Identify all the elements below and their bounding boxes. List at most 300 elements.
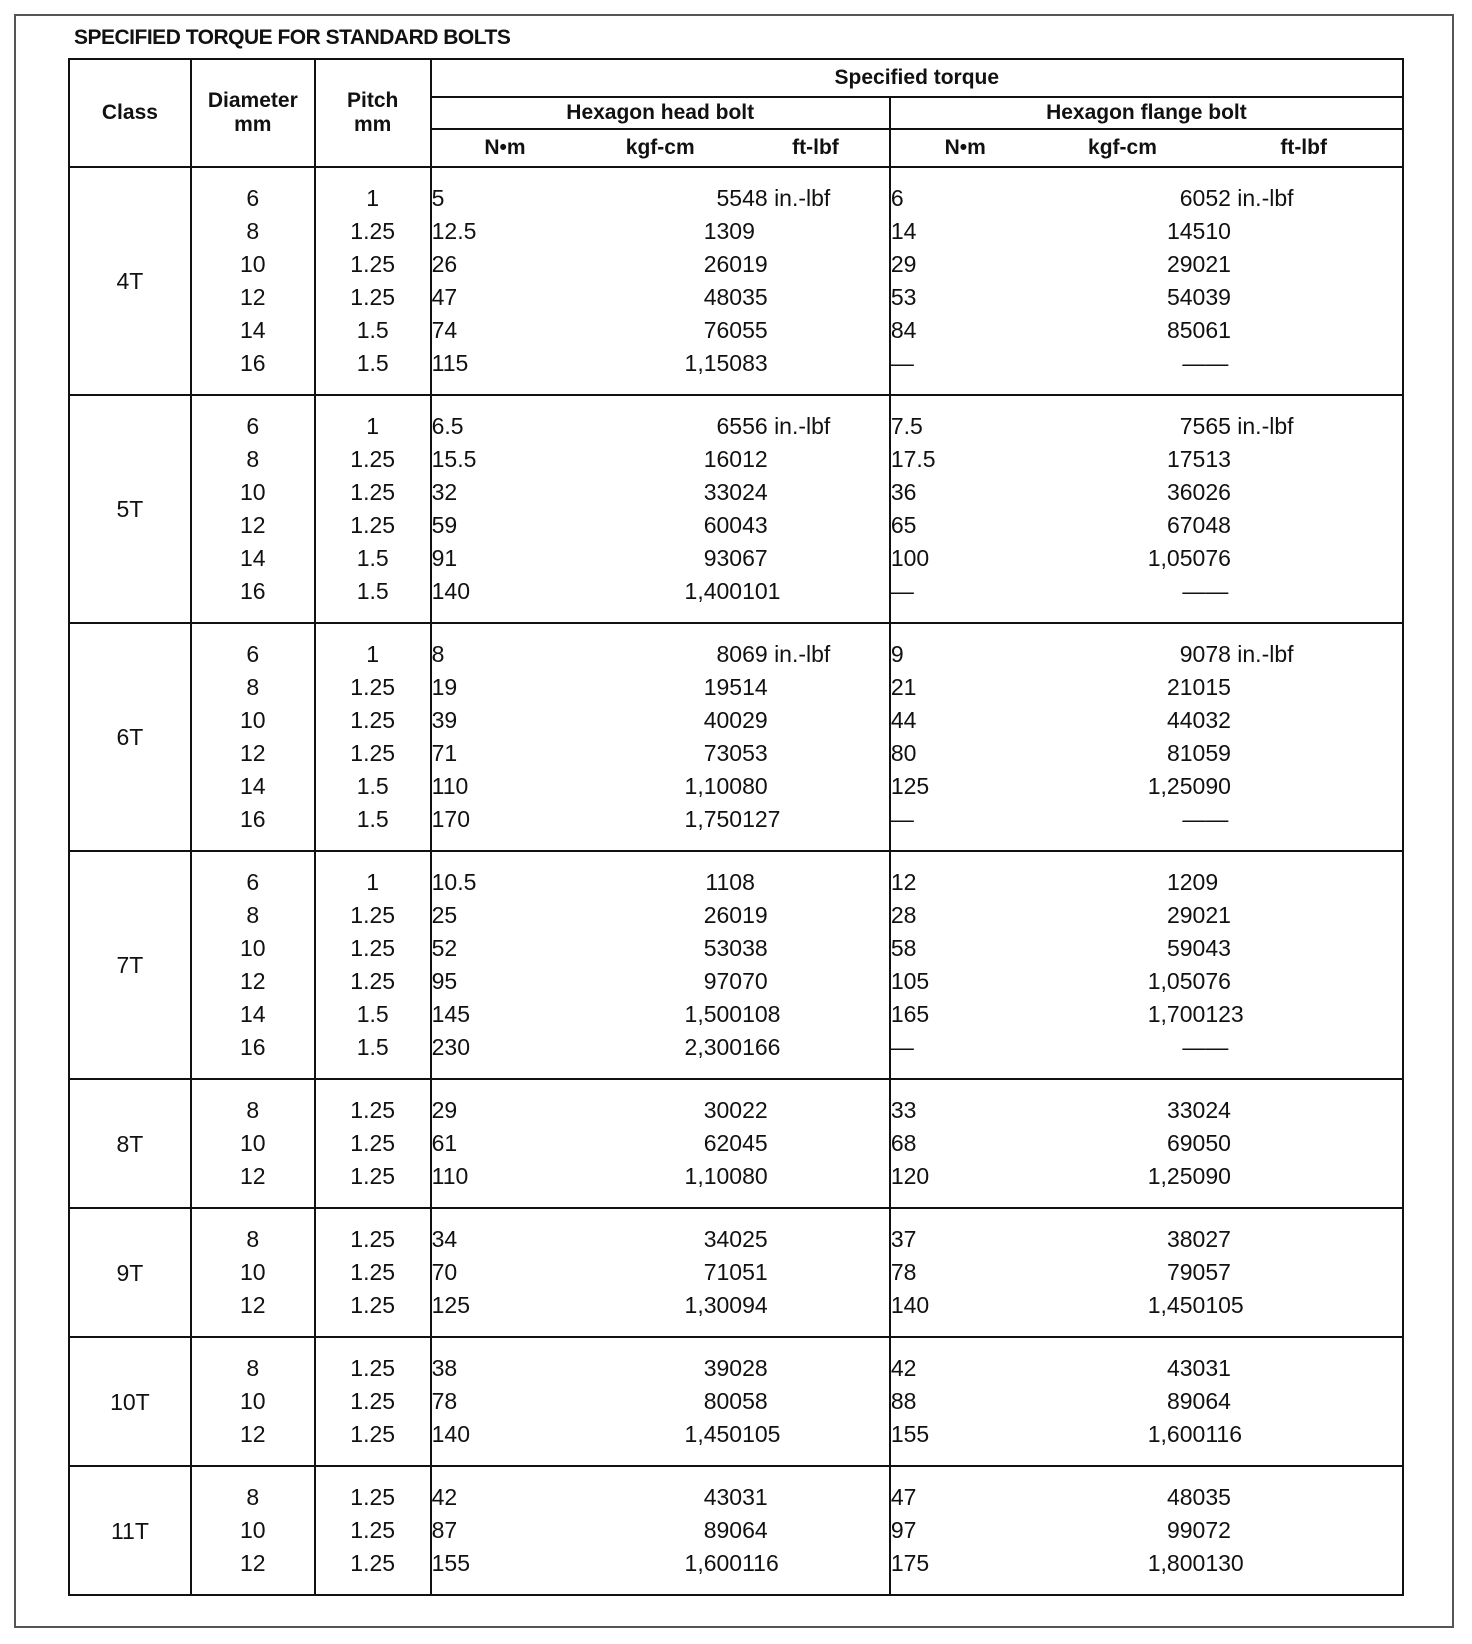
flange-nm-cell: 97 (890, 1517, 917, 1543)
spacer-cell (578, 1451, 742, 1466)
spacer-cell (431, 1079, 579, 1094)
head-nm-cell: 70 (431, 1259, 458, 1285)
spacer-cell (431, 167, 579, 182)
head-ftlbf-cell: 80 (742, 770, 890, 803)
head-kgfcm-cell: 1,450 (684, 1421, 743, 1447)
head-kgfcm-cell: 1,750 (684, 806, 743, 832)
diameter-cell: 12 (191, 737, 315, 770)
spacer-cell (1205, 1580, 1403, 1595)
flange-nm-cell: 80 (890, 740, 917, 766)
flange-kgfcm-cell: 480 (1166, 1484, 1206, 1510)
head-ftlbf-cell: 25 (742, 1223, 890, 1256)
table-row (69, 1223, 1403, 1256)
table-row (69, 1547, 1403, 1580)
spacer-cell (431, 380, 579, 395)
head-nm-cell: 42 (431, 1484, 458, 1510)
spacer-cell (1205, 1451, 1403, 1466)
spacer-cell (191, 1193, 315, 1208)
flange-ftlbf-cell: 24 (1205, 1094, 1403, 1127)
head-kgfcm-cell: 65 (716, 413, 743, 439)
flange-nm-cell: — (890, 806, 914, 832)
head-ftlbf-cell: 55 (742, 314, 890, 347)
head-ftlbf-cell: 43 (742, 509, 890, 542)
flange-ftlbf-cell: 48 (1205, 509, 1403, 542)
head-kgfcm-cell: 160 (703, 446, 743, 472)
spacer-cell (1205, 1208, 1403, 1223)
head-nm-cell: 145 (431, 1001, 470, 1027)
pitch-cell: 1.25 (315, 965, 431, 998)
diameter-cell: 10 (191, 248, 315, 281)
header-pitch (315, 59, 431, 167)
document-title: SPECIFIED TORQUE FOR STANDARD BOLTS (74, 26, 511, 49)
spacer-cell (890, 1322, 1040, 1337)
class-cell: 7T (69, 851, 191, 1079)
head-nm-cell: 29 (431, 1097, 458, 1123)
diameter-cell: 6 (191, 638, 315, 671)
flange-nm-cell: 21 (890, 674, 917, 700)
group-spacer (69, 1337, 1403, 1352)
diameter-cell: 10 (191, 1127, 315, 1160)
flange-kgfcm-cell: 1,250 (1147, 1163, 1206, 1189)
head-nm-cell: 34 (431, 1226, 458, 1252)
head-kgfcm-cell: 600 (703, 512, 743, 538)
spacer-cell (742, 1337, 890, 1352)
head-ftlbf-cell: 64 (742, 1514, 890, 1547)
flange-kgfcm-cell: — (1182, 578, 1206, 604)
spacer-cell (1205, 380, 1403, 395)
flange-nm-cell: 88 (890, 1388, 917, 1414)
head-nm-cell: 15.5 (431, 446, 477, 472)
head-kgfcm-cell: 1,300 (684, 1292, 743, 1318)
spacer-cell (191, 1451, 315, 1466)
spacer-cell (191, 380, 315, 395)
header-pitch-label: Pitch (347, 88, 399, 112)
head-kgfcm-cell: 620 (703, 1130, 743, 1156)
flange-kgfcm-cell: 380 (1166, 1226, 1206, 1252)
head-ftlbf-cell: 67 (742, 542, 890, 575)
flange-nm-cell: 53 (890, 284, 917, 310)
spacer-cell (431, 1337, 579, 1352)
diameter-cell: 16 (191, 1031, 315, 1064)
spacer-cell (742, 851, 890, 866)
pitch-cell: 1.25 (315, 476, 431, 509)
head-nm-cell: 8 (431, 641, 445, 667)
head-ftlbf-cell: 8 (742, 866, 890, 899)
unit-flange-ftlbf: ft-lbf (1205, 129, 1403, 167)
head-kgfcm-cell: 1,100 (684, 773, 743, 799)
head-kgfcm-cell: 330 (703, 479, 743, 505)
diameter-cell: 8 (191, 1094, 315, 1127)
table-row (69, 1385, 1403, 1418)
head-ftlbf-cell: 127 (742, 803, 890, 836)
spacer-cell (1205, 851, 1403, 866)
head-kgfcm-cell: 2,300 (684, 1034, 743, 1060)
pitch-cell: 1.25 (315, 671, 431, 704)
diameter-cell: 8 (191, 1352, 315, 1385)
flange-nm-cell: 155 (890, 1421, 930, 1447)
unit-flange-nm: N•m (890, 129, 1040, 167)
spacer-cell (315, 623, 431, 638)
diameter-cell: 10 (191, 704, 315, 737)
table-row (69, 314, 1403, 347)
table-row (69, 1418, 1403, 1451)
head-nm-cell: 110 (431, 1163, 469, 1189)
unit-head-ftlbf: ft-lbf (742, 129, 890, 167)
head-kgfcm-cell: 195 (703, 674, 743, 700)
spacer-cell (578, 1466, 742, 1481)
pitch-cell: 1.25 (315, 704, 431, 737)
flange-nm-cell: 9 (890, 641, 904, 667)
flange-kgfcm-cell: 210 (1166, 674, 1206, 700)
spacer-cell (890, 836, 1040, 851)
spacer-cell (191, 1064, 315, 1079)
pitch-cell: 1.25 (315, 1160, 431, 1193)
spacer-cell (1205, 608, 1403, 623)
unit-head-nm: N•m (431, 129, 579, 167)
flange-kgfcm-cell: 120 (1166, 869, 1206, 895)
flange-ftlbf-cell: 61 (1205, 314, 1403, 347)
spacer-cell (890, 1466, 1040, 1481)
head-ftlbf-cell: 35 (742, 281, 890, 314)
flange-kgfcm-cell: 1,450 (1147, 1292, 1206, 1318)
flange-ftlbf-cell: 35 (1205, 1481, 1403, 1514)
flange-ftlbf-cell: — (1205, 575, 1403, 608)
table-row (69, 509, 1403, 542)
flange-ftlbf-cell: 52 in.-lbf (1205, 182, 1403, 215)
flange-nm-cell: 58 (890, 935, 917, 961)
pitch-cell: 1.25 (315, 1094, 431, 1127)
flange-nm-cell: 12 (890, 869, 917, 895)
head-nm-cell: 140 (431, 578, 470, 604)
spacer-cell (431, 1322, 579, 1337)
pitch-cell: 1.5 (315, 998, 431, 1031)
pitch-cell: 1.25 (315, 1547, 431, 1580)
spacer-cell (742, 623, 890, 638)
diameter-cell: 10 (191, 1256, 315, 1289)
spacer-cell (431, 1580, 579, 1595)
table-row (69, 866, 1403, 899)
spacer-cell (191, 836, 315, 851)
head-ftlbf-cell: 9 (742, 215, 890, 248)
group-spacer (69, 395, 1403, 410)
group-spacer (69, 167, 1403, 182)
diameter-cell: 12 (191, 1547, 315, 1580)
head-nm-cell: 5 (431, 185, 445, 211)
flange-kgfcm-cell: 1,700 (1147, 1001, 1206, 1027)
table-row (69, 443, 1403, 476)
table-row (69, 575, 1403, 608)
pitch-cell: 1.25 (315, 1289, 431, 1322)
head-ftlbf-cell: 83 (742, 347, 890, 380)
head-ftlbf-cell: 45 (742, 1127, 890, 1160)
head-ftlbf-cell: 56 in.-lbf (742, 410, 890, 443)
head-ftlbf-cell: 38 (742, 932, 890, 965)
spacer-cell (1040, 1208, 1206, 1223)
flange-nm-cell: 42 (890, 1355, 917, 1381)
group-spacer (69, 1079, 1403, 1094)
table-row (69, 998, 1403, 1031)
diameter-cell: 16 (191, 575, 315, 608)
spacer-cell (1205, 167, 1403, 182)
spacer-cell (1040, 395, 1206, 410)
spacer-cell (191, 1079, 315, 1094)
flange-kgfcm-cell: 850 (1166, 317, 1206, 343)
flange-kgfcm-cell: 1,050 (1147, 968, 1206, 994)
spacer-cell (890, 1451, 1040, 1466)
table-row (69, 671, 1403, 704)
head-ftlbf-cell: 19 (742, 248, 890, 281)
spacer-cell (1205, 1193, 1403, 1208)
pitch-cell: 1.25 (315, 1385, 431, 1418)
head-kgfcm-cell: 1,500 (684, 1001, 743, 1027)
spacer-cell (742, 1322, 890, 1337)
head-nm-cell: 74 (431, 317, 458, 343)
spacer-cell (315, 1322, 431, 1337)
flange-nm-cell: 120 (890, 1163, 930, 1189)
flange-ftlbf-cell: 90 (1205, 1160, 1403, 1193)
flange-nm-cell: 36 (890, 479, 917, 505)
flange-kgfcm-cell: 90 (1179, 641, 1206, 667)
group-spacer (69, 1580, 1403, 1595)
flange-ftlbf-cell: 26 (1205, 476, 1403, 509)
flange-nm-cell: 165 (890, 1001, 930, 1027)
table-row (69, 1127, 1403, 1160)
diameter-cell: 10 (191, 1514, 315, 1547)
flange-kgfcm-cell: 890 (1166, 1388, 1206, 1414)
flange-nm-cell: 28 (890, 902, 917, 928)
flange-ftlbf-cell: 15 (1205, 671, 1403, 704)
head-nm-cell: 47 (431, 284, 458, 310)
flange-ftlbf-cell: 76 (1205, 965, 1403, 998)
spacer-cell (431, 395, 579, 410)
head-nm-cell: 91 (431, 545, 458, 571)
flange-kgfcm-cell: 1,600 (1147, 1421, 1206, 1447)
head-nm-cell: 39 (431, 707, 458, 733)
spacer-cell (191, 1580, 315, 1595)
flange-ftlbf-cell: 31 (1205, 1352, 1403, 1385)
spacer-cell (191, 1466, 315, 1481)
spacer-cell (431, 851, 579, 866)
flange-nm-cell: 44 (890, 707, 917, 733)
flange-nm-cell: 100 (890, 545, 930, 571)
head-kgfcm-cell: 400 (703, 707, 743, 733)
pitch-cell: 1.5 (315, 803, 431, 836)
spacer-cell (578, 167, 742, 182)
flange-nm-cell: — (890, 578, 914, 604)
group-spacer (69, 1322, 1403, 1337)
spacer-cell (315, 1079, 431, 1094)
flange-nm-cell: 140 (890, 1292, 930, 1318)
head-nm-cell: 140 (431, 1421, 470, 1447)
spacer-cell (1040, 1079, 1206, 1094)
flange-kgfcm-cell: 1,800 (1147, 1550, 1206, 1576)
head-ftlbf-cell: 53 (742, 737, 890, 770)
diameter-cell: 12 (191, 281, 315, 314)
flange-ftlbf-cell: 10 (1205, 215, 1403, 248)
spacer-cell (578, 1322, 742, 1337)
pitch-cell: 1 (315, 866, 431, 899)
flange-ftlbf-cell: 90 (1205, 770, 1403, 803)
diameter-cell: 10 (191, 932, 315, 965)
diameter-cell: 14 (191, 314, 315, 347)
header-hexagon-head-bolt: Hexagon head bolt (431, 97, 890, 129)
spacer-cell (315, 608, 431, 623)
flange-nm-cell: — (890, 1034, 914, 1060)
header-diameter (191, 59, 315, 167)
spacer-cell (315, 395, 431, 410)
spacer-cell (890, 623, 1040, 638)
flange-nm-cell: — (890, 350, 914, 376)
head-kgfcm-cell: 970 (703, 968, 743, 994)
head-nm-cell: 61 (431, 1130, 458, 1156)
spacer-cell (315, 1466, 431, 1481)
table-row (69, 542, 1403, 575)
spacer-cell (1205, 623, 1403, 638)
spacer-cell (315, 851, 431, 866)
pitch-cell: 1.25 (315, 248, 431, 281)
spacer-cell (578, 1079, 742, 1094)
diameter-cell: 8 (191, 671, 315, 704)
spacer-cell (742, 1208, 890, 1223)
spacer-cell (742, 395, 890, 410)
group-spacer (69, 608, 1403, 623)
head-kgfcm-cell: 340 (703, 1226, 743, 1252)
head-kgfcm-cell: 390 (703, 1355, 743, 1381)
spacer-cell (890, 167, 1040, 182)
spacer-cell (315, 167, 431, 182)
flange-nm-cell: 68 (890, 1130, 917, 1156)
table-row (69, 1031, 1403, 1064)
spacer-cell (191, 608, 315, 623)
spacer-cell (1205, 1466, 1403, 1481)
pitch-cell: 1.5 (315, 314, 431, 347)
head-nm-cell: 59 (431, 512, 458, 538)
diameter-cell: 14 (191, 998, 315, 1031)
pitch-cell: 1.5 (315, 542, 431, 575)
flange-kgfcm-cell: 1,050 (1147, 545, 1206, 571)
diameter-cell: 12 (191, 1160, 315, 1193)
head-kgfcm-cell: 890 (703, 1517, 743, 1543)
head-kgfcm-cell: 710 (703, 1259, 743, 1285)
head-ftlbf-cell: 12 (742, 443, 890, 476)
table-row (69, 410, 1403, 443)
spacer-cell (315, 1580, 431, 1595)
spacer-cell (1205, 1337, 1403, 1352)
spacer-cell (742, 1193, 890, 1208)
spacer-cell (431, 836, 579, 851)
flange-ftlbf-cell: 78 in.-lbf (1205, 638, 1403, 671)
spacer-cell (890, 608, 1040, 623)
diameter-cell: 12 (191, 509, 315, 542)
diameter-cell: 8 (191, 1223, 315, 1256)
head-ftlbf-cell: 28 (742, 1352, 890, 1385)
head-ftlbf-cell: 14 (742, 671, 890, 704)
spacer-cell (315, 1064, 431, 1079)
spacer-cell (1040, 1193, 1206, 1208)
flange-ftlbf-cell: 13 (1205, 443, 1403, 476)
class-cell: 8T (69, 1079, 191, 1208)
spacer-cell (578, 608, 742, 623)
spacer-cell (1040, 1322, 1206, 1337)
head-kgfcm-cell: 110 (705, 869, 743, 895)
flange-ftlbf-cell: 39 (1205, 281, 1403, 314)
group-spacer (69, 836, 1403, 851)
pitch-cell: 1.25 (315, 737, 431, 770)
class-cell: 5T (69, 395, 191, 623)
flange-kgfcm-cell: 810 (1166, 740, 1206, 766)
flange-ftlbf-cell: 64 (1205, 1385, 1403, 1418)
table-row (69, 215, 1403, 248)
header-diameter-label: Diameter (207, 88, 298, 112)
pitch-cell: 1.25 (315, 1352, 431, 1385)
flange-ftlbf-cell: 57 (1205, 1256, 1403, 1289)
group-spacer (69, 1466, 1403, 1481)
spacer-cell (578, 1580, 742, 1595)
spacer-cell (1205, 1064, 1403, 1079)
flange-ftlbf-cell: 50 (1205, 1127, 1403, 1160)
table-row (69, 737, 1403, 770)
spacer-cell (578, 380, 742, 395)
pitch-cell: 1.5 (315, 1031, 431, 1064)
head-nm-cell: 32 (431, 479, 458, 505)
flange-nm-cell: 125 (890, 773, 930, 799)
spacer-cell (578, 623, 742, 638)
head-kgfcm-cell: 1,600 (684, 1550, 743, 1576)
table-row (69, 182, 1403, 215)
pitch-cell: 1.25 (315, 281, 431, 314)
spacer-cell (1205, 1322, 1403, 1337)
spacer-cell (890, 1079, 1040, 1094)
spacer-cell (742, 1079, 890, 1094)
diameter-cell: 8 (191, 215, 315, 248)
table-row (69, 476, 1403, 509)
table-row (69, 638, 1403, 671)
head-ftlbf-cell: 19 (742, 899, 890, 932)
head-ftlbf-cell: 80 (742, 1160, 890, 1193)
head-nm-cell: 12.5 (431, 218, 477, 244)
flange-nm-cell: 47 (890, 1484, 917, 1510)
spacer-cell (431, 1451, 579, 1466)
head-kgfcm-cell: 430 (703, 1484, 743, 1510)
flange-kgfcm-cell: 290 (1166, 902, 1206, 928)
head-kgfcm-cell: 80 (716, 641, 743, 667)
pitch-cell: 1 (315, 638, 431, 671)
head-nm-cell: 95 (431, 968, 458, 994)
flange-kgfcm-cell: 175 (1166, 446, 1206, 472)
table-row (69, 1160, 1403, 1193)
flange-ftlbf-cell: 21 (1205, 899, 1403, 932)
head-nm-cell: 71 (431, 740, 458, 766)
flange-kgfcm-cell: 670 (1166, 512, 1206, 538)
spacer-cell (431, 1466, 579, 1481)
diameter-cell: 8 (191, 899, 315, 932)
diameter-cell: 8 (191, 1481, 315, 1514)
flange-kgfcm-cell: 430 (1166, 1355, 1206, 1381)
pitch-cell: 1.5 (315, 347, 431, 380)
spacer-cell (890, 1580, 1040, 1595)
head-ftlbf-cell: 22 (742, 1094, 890, 1127)
spacer-cell (315, 1337, 431, 1352)
head-kgfcm-cell: 800 (703, 1388, 743, 1414)
class-cell: 4T (69, 167, 191, 395)
head-ftlbf-cell: 70 (742, 965, 890, 998)
table-row (69, 1094, 1403, 1127)
class-cell: 9T (69, 1208, 191, 1337)
head-ftlbf-cell: 105 (742, 1418, 890, 1451)
diameter-cell: 8 (191, 443, 315, 476)
flange-nm-cell: 6 (890, 185, 904, 211)
pitch-cell: 1.25 (315, 1223, 431, 1256)
